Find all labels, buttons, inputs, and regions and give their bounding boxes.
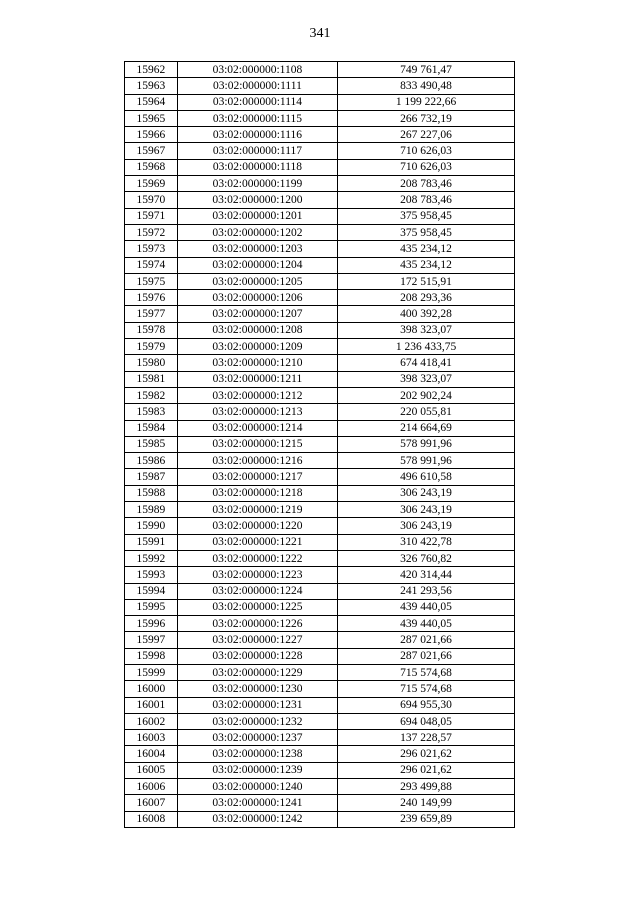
value-cell: 439 440,05 [338,599,515,615]
value-cell: 435 234,12 [338,241,515,257]
row-number-cell: 16001 [125,697,178,713]
table-row [125,599,515,615]
value-cell: 137 228,57 [338,730,515,746]
cadastral-number-cell: 03:02:000000:1242 [177,811,337,827]
value-cell: 710 626,03 [338,143,515,159]
cadastral-number-cell: 03:02:000000:1214 [177,420,337,436]
cadastral-number-cell: 03:02:000000:1115 [177,110,337,126]
table-row [125,143,515,159]
cadastral-value-table [124,61,515,828]
value-cell: 293 499,88 [338,779,515,795]
value-cell: 694 048,05 [338,713,515,729]
table-row [125,648,515,664]
row-number-cell: 15970 [125,192,178,208]
cadastral-number-cell: 03:02:000000:1204 [177,257,337,273]
row-number-cell: 15993 [125,567,178,583]
table-row [125,681,515,697]
cadastral-number-cell: 03:02:000000:1215 [177,436,337,452]
cadastral-number-cell: 03:02:000000:1199 [177,176,337,192]
value-cell: 420 314,44 [338,567,515,583]
table-row [125,387,515,403]
row-number-cell: 15964 [125,94,178,110]
cadastral-number-cell: 03:02:000000:1208 [177,322,337,338]
row-number-cell: 15990 [125,518,178,534]
row-number-cell: 15991 [125,534,178,550]
table-row [125,159,515,175]
value-cell: 287 021,66 [338,648,515,664]
row-number-cell: 15973 [125,241,178,257]
row-number-cell: 15989 [125,502,178,518]
value-cell: 578 991,96 [338,436,515,452]
cadastral-number-cell: 03:02:000000:1203 [177,241,337,257]
row-number-cell: 15967 [125,143,178,159]
value-cell: 306 243,19 [338,518,515,534]
cadastral-number-cell: 03:02:000000:1117 [177,143,337,159]
value-cell: 1 199 222,66 [338,94,515,110]
row-number-cell: 15980 [125,355,178,371]
table-row [125,257,515,273]
table-row [125,762,515,778]
value-cell: 375 958,45 [338,224,515,240]
row-number-cell: 15988 [125,485,178,501]
row-number-cell: 15972 [125,224,178,240]
row-number-cell: 15963 [125,78,178,94]
cadastral-number-cell: 03:02:000000:1220 [177,518,337,534]
cadastral-number-cell: 03:02:000000:1222 [177,550,337,566]
table-row [125,485,515,501]
cadastral-number-cell: 03:02:000000:1231 [177,697,337,713]
row-number-cell: 15979 [125,339,178,355]
cadastral-number-cell: 03:02:000000:1118 [177,159,337,175]
value-cell: 239 659,89 [338,811,515,827]
row-number-cell: 15987 [125,469,178,485]
row-number-cell: 15976 [125,290,178,306]
table-row [125,224,515,240]
row-number-cell: 15971 [125,208,178,224]
row-number-cell: 16000 [125,681,178,697]
cadastral-number-cell: 03:02:000000:1237 [177,730,337,746]
value-cell: 310 422,78 [338,534,515,550]
value-cell: 208 293,36 [338,290,515,306]
table-row [125,664,515,680]
value-cell: 694 955,30 [338,697,515,713]
cadastral-number-cell: 03:02:000000:1213 [177,404,337,420]
row-number-cell: 15969 [125,176,178,192]
row-number-cell: 15974 [125,257,178,273]
row-number-cell: 15986 [125,453,178,469]
value-cell: 749 761,47 [338,62,515,78]
value-cell: 1 236 433,75 [338,339,515,355]
value-cell: 375 958,45 [338,208,515,224]
row-number-cell: 16005 [125,762,178,778]
value-cell: 398 323,07 [338,322,515,338]
row-number-cell: 15999 [125,664,178,680]
value-cell: 306 243,19 [338,485,515,501]
value-cell: 208 783,46 [338,192,515,208]
row-number-cell: 15996 [125,616,178,632]
row-number-cell: 15978 [125,322,178,338]
row-number-cell: 15977 [125,306,178,322]
cadastral-number-cell: 03:02:000000:1209 [177,339,337,355]
cadastral-number-cell: 03:02:000000:1228 [177,648,337,664]
cadastral-number-cell: 03:02:000000:1224 [177,583,337,599]
table-row [125,290,515,306]
row-number-cell: 15994 [125,583,178,599]
value-cell: 267 227,06 [338,127,515,143]
table-body [125,62,515,828]
cadastral-number-cell: 03:02:000000:1211 [177,371,337,387]
value-cell: 439 440,05 [338,616,515,632]
cadastral-number-cell: 03:02:000000:1229 [177,664,337,680]
value-cell: 400 392,28 [338,306,515,322]
row-number-cell: 15984 [125,420,178,436]
row-number-cell: 15981 [125,371,178,387]
table-row [125,110,515,126]
table-row [125,371,515,387]
table-row [125,420,515,436]
table-row [125,322,515,338]
table-row [125,273,515,289]
cadastral-number-cell: 03:02:000000:1217 [177,469,337,485]
cadastral-number-cell: 03:02:000000:1212 [177,387,337,403]
cadastral-number-cell: 03:02:000000:1218 [177,485,337,501]
table-row [125,616,515,632]
cadastral-number-cell: 03:02:000000:1238 [177,746,337,762]
table-row [125,469,515,485]
row-number-cell: 15997 [125,632,178,648]
value-cell: 715 574,68 [338,681,515,697]
cadastral-number-cell: 03:02:000000:1207 [177,306,337,322]
table-row [125,94,515,110]
row-number-cell: 15968 [125,159,178,175]
table-row [125,306,515,322]
row-number-cell: 15995 [125,599,178,615]
row-number-cell: 16004 [125,746,178,762]
cadastral-number-cell: 03:02:000000:1216 [177,453,337,469]
table-row [125,453,515,469]
cadastral-number-cell: 03:02:000000:1239 [177,762,337,778]
table-row [125,583,515,599]
value-cell: 833 490,48 [338,78,515,94]
value-cell: 220 055,81 [338,404,515,420]
cadastral-number-cell: 03:02:000000:1227 [177,632,337,648]
value-cell: 214 664,69 [338,420,515,436]
row-number-cell: 15965 [125,110,178,126]
cadastral-number-cell: 03:02:000000:1108 [177,62,337,78]
table-row [125,518,515,534]
value-cell: 715 574,68 [338,664,515,680]
row-number-cell: 16008 [125,811,178,827]
table-row [125,730,515,746]
table-row [125,746,515,762]
table-row [125,713,515,729]
row-number-cell: 15983 [125,404,178,420]
table-row [125,697,515,713]
cadastral-number-cell: 03:02:000000:1240 [177,779,337,795]
cadastral-number-cell: 03:02:000000:1202 [177,224,337,240]
cadastral-number-cell: 03:02:000000:1226 [177,616,337,632]
table-row [125,567,515,583]
table-row [125,339,515,355]
value-cell: 240 149,99 [338,795,515,811]
value-cell: 296 021,62 [338,746,515,762]
cadastral-number-cell: 03:02:000000:1219 [177,502,337,518]
row-number-cell: 16002 [125,713,178,729]
row-number-cell: 15985 [125,436,178,452]
table-row [125,241,515,257]
row-number-cell: 15975 [125,273,178,289]
value-cell: 208 783,46 [338,176,515,192]
table-row [125,550,515,566]
cadastral-number-cell: 03:02:000000:1205 [177,273,337,289]
cadastral-number-cell: 03:02:000000:1221 [177,534,337,550]
value-cell: 674 418,41 [338,355,515,371]
cadastral-number-cell: 03:02:000000:1116 [177,127,337,143]
table-row [125,404,515,420]
row-number-cell: 16007 [125,795,178,811]
cadastral-number-cell: 03:02:000000:1200 [177,192,337,208]
value-cell: 306 243,19 [338,502,515,518]
cadastral-number-cell: 03:02:000000:1232 [177,713,337,729]
table-row [125,355,515,371]
row-number-cell: 15992 [125,550,178,566]
table-row [125,795,515,811]
table-row [125,534,515,550]
table-row [125,62,515,78]
value-cell: 710 626,03 [338,159,515,175]
row-number-cell: 15966 [125,127,178,143]
table-row [125,176,515,192]
value-cell: 266 732,19 [338,110,515,126]
cadastral-number-cell: 03:02:000000:1111 [177,78,337,94]
cadastral-number-cell: 03:02:000000:1114 [177,94,337,110]
page-number: 341 [309,26,331,41]
cadastral-number-cell: 03:02:000000:1223 [177,567,337,583]
value-cell: 296 021,62 [338,762,515,778]
value-cell: 172 515,91 [338,273,515,289]
table-row [125,436,515,452]
table-row [125,208,515,224]
cadastral-number-cell: 03:02:000000:1210 [177,355,337,371]
row-number-cell: 16003 [125,730,178,746]
table-row [125,502,515,518]
value-cell: 435 234,12 [338,257,515,273]
table-row [125,78,515,94]
table-row [125,811,515,827]
cadastral-number-cell: 03:02:000000:1241 [177,795,337,811]
value-cell: 287 021,66 [338,632,515,648]
row-number-cell: 15998 [125,648,178,664]
row-number-cell: 16006 [125,779,178,795]
table-row [125,127,515,143]
cadastral-number-cell: 03:02:000000:1225 [177,599,337,615]
table-row [125,632,515,648]
value-cell: 241 293,56 [338,583,515,599]
table-row [125,779,515,795]
cadastral-number-cell: 03:02:000000:1201 [177,208,337,224]
value-cell: 398 323,07 [338,371,515,387]
cadastral-number-cell: 03:02:000000:1206 [177,290,337,306]
value-cell: 496 610,58 [338,469,515,485]
row-number-cell: 15982 [125,387,178,403]
row-number-cell: 15962 [125,62,178,78]
cadastral-number-cell: 03:02:000000:1230 [177,681,337,697]
value-cell: 202 902,24 [338,387,515,403]
value-cell: 578 991,96 [338,453,515,469]
value-cell: 326 760,82 [338,550,515,566]
table-row [125,192,515,208]
